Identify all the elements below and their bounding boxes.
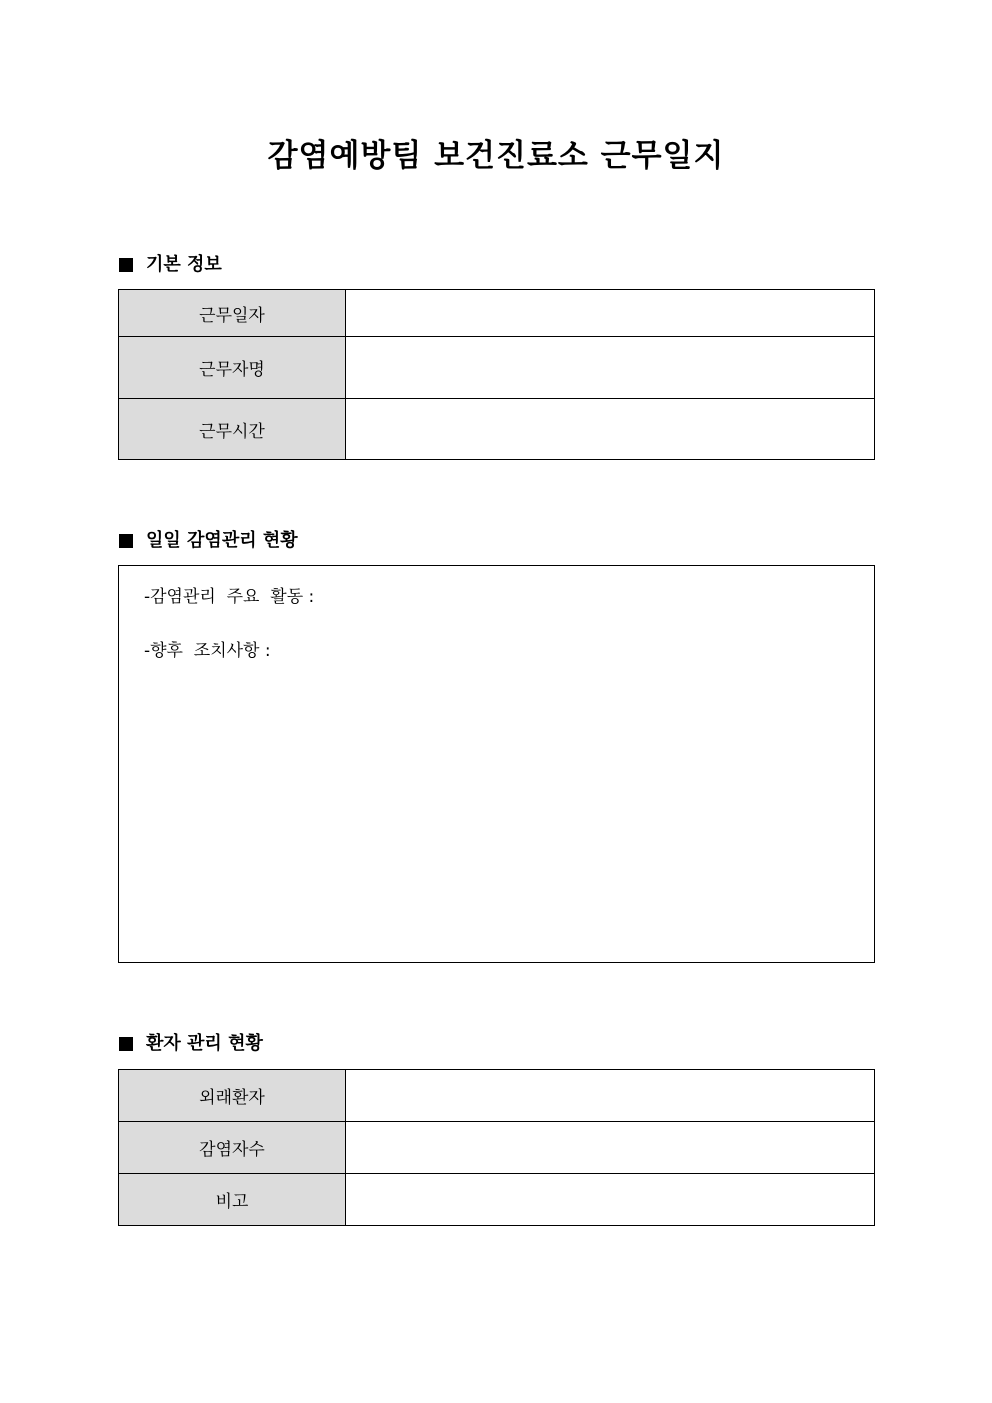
outpatient-label: 외래환자 [119,1070,346,1122]
work-date-label: 근무일자 [119,290,346,337]
work-hours-field[interactable] [346,399,875,460]
table-row [119,399,875,460]
worker-name-field[interactable] [346,337,875,399]
square-bullet-icon [119,534,133,548]
section-heading-label: 환자 관리 현황 [146,1033,263,1054]
square-bullet-icon [119,258,133,272]
remarks-field[interactable] [346,1174,875,1226]
infected-count-label: 감염자수 [119,1122,346,1174]
table-row [119,1174,875,1226]
page-title: 감염예방팀 보건진료소 근무일지 [267,138,725,174]
remarks-label: 비고 [119,1174,346,1226]
follow-up-actions-line: -향후 조치사항 : [144,641,271,661]
work-hours-label: 근무시간 [119,399,346,460]
section-heading-daily-status [119,529,298,553]
patient-status-table [118,1069,875,1226]
outpatient-field[interactable] [346,1070,875,1122]
section-heading-label: 기본 정보 [146,254,222,275]
worker-name-label: 근무자명 [119,337,346,399]
infected-count-field[interactable] [346,1122,875,1174]
section-heading-patient-status [119,1032,263,1056]
square-bullet-icon [119,1037,133,1051]
table-row [119,1070,875,1122]
table-row [119,1122,875,1174]
section-heading-basic-info [119,253,222,277]
main-activities-line: -감염관리 주요 활동 : [144,587,315,607]
table-row [119,337,875,399]
work-date-field[interactable] [346,290,875,337]
section-heading-label: 일일 감염관리 현황 [146,530,298,551]
daily-status-box[interactable] [118,565,875,963]
basic-info-table [118,289,875,460]
table-row [119,290,875,337]
